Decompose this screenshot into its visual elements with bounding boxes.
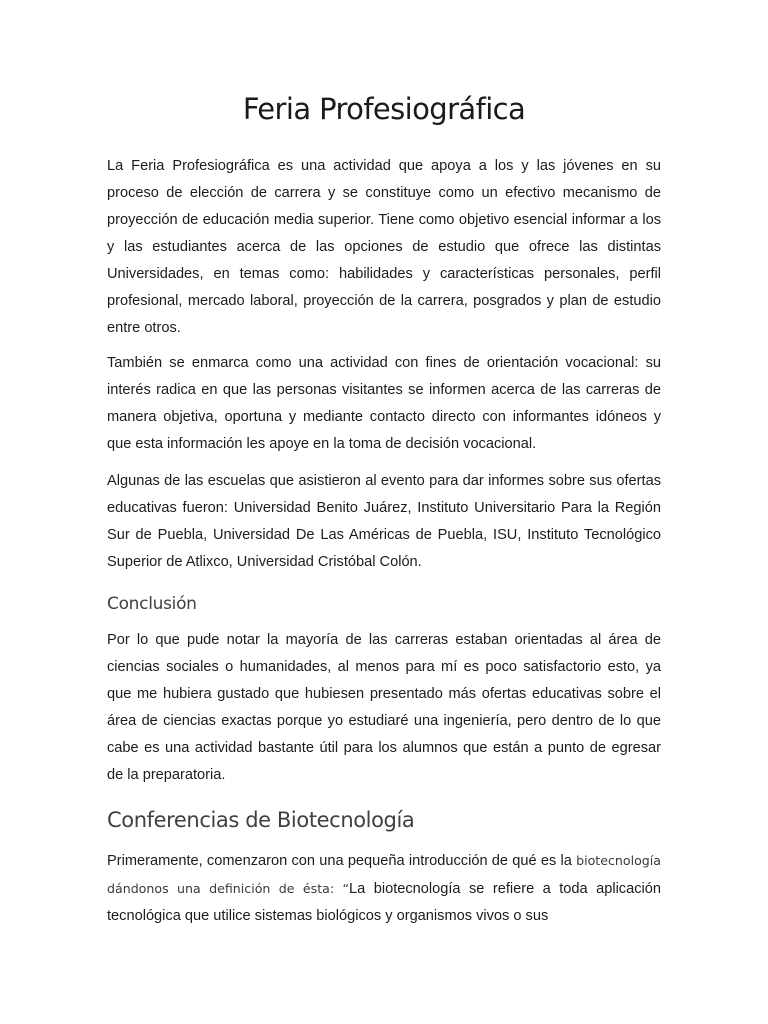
paragraph-orientation: También se enmarca como una actividad con fines de orientación vocacional: su interés radica en que las personas visitantes se informen acerca de las carreras de manera objetiva, oportuna y mediante contacto directo con informantes idóneos y que esta información les apoye en la toma de decisión vocacional. xyxy=(107,355,661,452)
conclusion-heading: Conclusión xyxy=(107,594,197,614)
document-title: Feria Profesiográfica xyxy=(242,92,526,126)
biotechnology-heading: Conferencias de Biotecnología xyxy=(107,808,415,832)
biotechnology-text-part2: biotecnología dándonos una definición de ésta: “ xyxy=(107,853,661,896)
paragraph-biotechnology xyxy=(107,847,661,930)
paragraph-conclusion: Por lo que pude notar la mayoría de las carreras estaban orientadas al área de ciencias sociales o humanidades, al menos para mí es poco satisfactorio esto, ya que me hubiera gustado que hubiesen presentado más ofertas educativas sobre el área de ciencias exactas porque yo estudiaré una ingeniería, pero dentro de lo que cabe es una actividad bastante útil para los alumnos que están a punto de egresar de la preparatoria. xyxy=(107,632,661,783)
biotechnology-text-part3: La biotecnología se refiere a toda aplicación tecnológica que utilice sistemas biológicos y organismos vivos o sus xyxy=(107,881,661,924)
biotechnology-text-part1: Primeramente, comenzaron con una pequeña introducción de qué es la xyxy=(107,853,577,869)
paragraph-intro: La Feria Profesiográfica es una actividad que apoya a los y las jóvenes en su proceso de elección de carrera y se constituye como un efectivo mecanismo de proyección de educación media superior. Tiene como objetivo esencial informar a los y las estudiantes acerca de las opciones de estudio que ofrece las distintas Universidades, en temas como: habilidades y características personales, perfil profesional, mercado laboral, proyección de la carrera, posgrados y plan de estudio entre otros. xyxy=(107,158,661,336)
paragraph-schools: Algunas de las escuelas que asistieron al evento para dar informes sobre sus ofertas educativas fueron: Universidad Benito Juárez, Instituto Universitario Para la Región Sur de Puebla, Universidad De Las Américas de Puebla, ISU, Instituto Tecnológico Superior de Atlixco, Universidad Cristóbal Colón. xyxy=(107,473,661,570)
